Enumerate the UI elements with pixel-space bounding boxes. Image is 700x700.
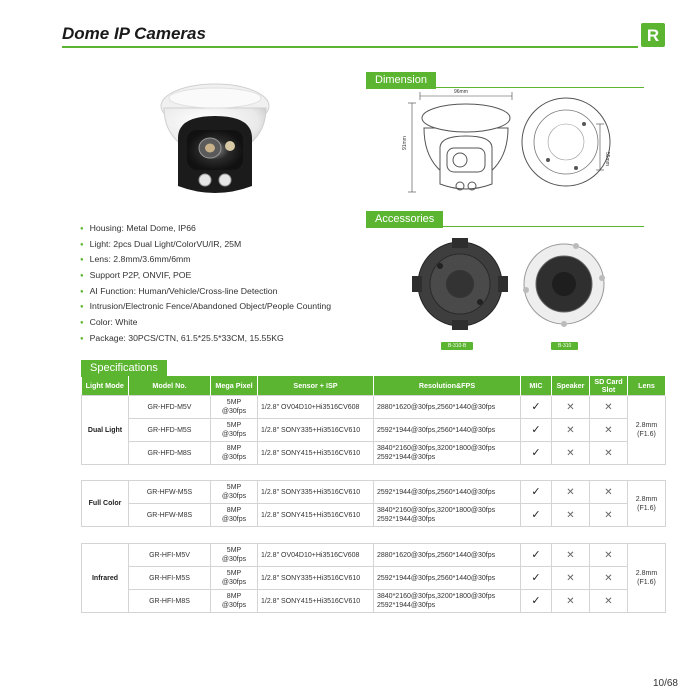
megapixel-value: 5MP bbox=[226, 570, 242, 577]
lens-cell bbox=[628, 396, 666, 465]
lens-value: 2.8mm bbox=[635, 570, 658, 577]
megapixel-cell bbox=[211, 419, 258, 442]
table-header-row bbox=[82, 376, 666, 396]
megapixel-cell bbox=[211, 544, 258, 567]
resolution-value: 2592*1944@30fps bbox=[377, 454, 436, 461]
resolution-value: 3840*2160@30fps,3200*1800@30fps bbox=[377, 593, 496, 600]
feature-item: ● Lens: 2.8mm/3.6mm/6mm bbox=[80, 252, 331, 268]
dimension-height: 91mm bbox=[402, 136, 408, 150]
feature-list bbox=[80, 221, 331, 347]
sensor-cell: 1/2.8" OV04D10+Hi3516CV608 bbox=[258, 396, 374, 419]
megapixel-value: 5MP bbox=[226, 399, 242, 406]
sd-card-cross-icon: ✕ bbox=[590, 396, 628, 419]
column-header: Mega Pixel bbox=[211, 376, 258, 396]
resolution-cell: 2880*1620@30fps,2560*1440@30fps bbox=[374, 544, 521, 567]
megapixel-cell bbox=[211, 481, 258, 504]
lens-value: 2.8mm bbox=[635, 422, 658, 429]
sensor-cell: 1/2.8" SONY335+Hi3516CV610 bbox=[258, 567, 374, 590]
megapixel-value: 5MP bbox=[226, 484, 242, 491]
light-mode-cell: Infrared bbox=[82, 544, 129, 613]
megapixel-cell bbox=[211, 396, 258, 419]
speaker-cross-icon: ✕ bbox=[552, 442, 590, 465]
spec-table-dual-light bbox=[81, 376, 666, 465]
feature-item: ● AI Function: Human/Vehicle/Cross-line Detection bbox=[80, 284, 331, 300]
column-header: MIC bbox=[521, 376, 552, 396]
framerate-value: @30fps bbox=[221, 408, 247, 415]
megapixel-cell bbox=[211, 442, 258, 465]
feature-item: ● Intrusion/Electronic Fence/Abandoned Object/People Counting bbox=[80, 299, 331, 315]
column-header: Model No. bbox=[129, 376, 211, 396]
framerate-value: @30fps bbox=[221, 556, 247, 563]
resolution-value: 2592*1944@30fps bbox=[377, 516, 436, 523]
table-row bbox=[82, 567, 666, 590]
framerate-value: @30fps bbox=[221, 602, 247, 609]
page-number: 10/68 bbox=[652, 678, 678, 689]
spec-table-infrared bbox=[81, 543, 666, 613]
table-row bbox=[82, 442, 666, 465]
sensor-cell: 1/2.8" SONY415+Hi3516CV610 bbox=[258, 504, 374, 527]
resolution-cell: 2592*1944@30fps,2560*1440@30fps bbox=[374, 481, 521, 504]
model-cell: GR-HFW-M8S bbox=[129, 504, 211, 527]
speaker-cross-icon: ✕ bbox=[552, 419, 590, 442]
dimension-base: 55mm bbox=[604, 152, 610, 166]
lens-value: 2.8mm bbox=[635, 495, 658, 503]
megapixel-cell bbox=[211, 504, 258, 527]
sd-card-cross-icon: ✕ bbox=[590, 419, 628, 442]
lens-cell bbox=[628, 544, 666, 613]
resolution-value: 3840*2160@30fps,3200*1800@30fps bbox=[377, 507, 496, 514]
mic-check-icon: ✓ bbox=[521, 481, 552, 504]
accessory-caption: B-310-B bbox=[441, 342, 473, 350]
sd-card-cross-icon: ✕ bbox=[590, 504, 628, 527]
speaker-cross-icon: ✕ bbox=[552, 544, 590, 567]
accessories-label: Accessories bbox=[366, 211, 443, 228]
model-cell: GR-HFW-M5S bbox=[129, 481, 211, 504]
speaker-cross-icon: ✕ bbox=[552, 504, 590, 527]
sensor-cell: 1/2.8" SONY335+Hi3516CV610 bbox=[258, 481, 374, 504]
framerate-value: @30fps bbox=[221, 454, 247, 461]
column-header: Resolution&FPS bbox=[374, 376, 521, 396]
sd-card-cross-icon: ✕ bbox=[590, 567, 628, 590]
model-cell: GR-HFD-M5S bbox=[129, 419, 211, 442]
section-badge: R bbox=[641, 23, 665, 47]
dimension-label: Dimension bbox=[366, 72, 436, 89]
framerate-value: @30fps bbox=[221, 493, 247, 500]
megapixel-value: 8MP bbox=[226, 593, 242, 600]
mic-check-icon: ✓ bbox=[521, 567, 552, 590]
mic-check-icon: ✓ bbox=[521, 544, 552, 567]
column-header: Sensor + ISP bbox=[258, 376, 374, 396]
sd-card-cross-icon: ✕ bbox=[590, 442, 628, 465]
model-cell: GR-HFD-M5V bbox=[129, 396, 211, 419]
resolution-value: 3840*2160@30fps,3200*1800@30fps bbox=[377, 445, 496, 452]
resolution-cell bbox=[374, 590, 521, 613]
table-row bbox=[82, 396, 666, 419]
spec-table-full-color bbox=[81, 480, 666, 527]
resolution-cell: 2592*1944@30fps,2560*1440@30fps bbox=[374, 567, 521, 590]
junction-box-black-image bbox=[410, 236, 510, 332]
megapixel-value: 8MP bbox=[226, 507, 242, 514]
mic-check-icon: ✓ bbox=[521, 442, 552, 465]
feature-item: ● Package: 30PCS/CTN, 61.5*25.5*33CM, 15.55KG bbox=[80, 331, 331, 347]
column-header: SD Card Slot bbox=[590, 376, 628, 396]
table-row bbox=[82, 504, 666, 527]
aperture-value: (F1.6) bbox=[637, 431, 656, 438]
mic-check-icon: ✓ bbox=[521, 419, 552, 442]
sensor-cell: 1/2.8" OV04D10+Hi3516CV608 bbox=[258, 544, 374, 567]
feature-item: ● Support P2P, ONVIF, POE bbox=[80, 268, 331, 284]
column-header: Lens bbox=[628, 376, 666, 396]
aperture-value: (F1.6) bbox=[637, 504, 656, 512]
column-header: Speaker bbox=[552, 376, 590, 396]
framerate-value: @30fps bbox=[221, 431, 247, 438]
feature-item: ● Light: 2pcs Dual Light/ColorVU/IR, 25M bbox=[80, 237, 331, 253]
resolution-cell bbox=[374, 442, 521, 465]
framerate-value: @30fps bbox=[221, 579, 247, 586]
dimension-width: 96mm bbox=[454, 89, 468, 95]
megapixel-cell bbox=[211, 590, 258, 613]
sensor-cell: 1/2.8" SONY415+Hi3516CV610 bbox=[258, 442, 374, 465]
sensor-cell: 1/2.8" SONY415+Hi3516CV610 bbox=[258, 590, 374, 613]
megapixel-value: 5MP bbox=[226, 422, 242, 429]
resolution-cell: 2592*1944@30fps,2560*1440@30fps bbox=[374, 419, 521, 442]
sd-card-cross-icon: ✕ bbox=[590, 481, 628, 504]
dimension-drawing bbox=[400, 88, 620, 198]
light-mode-cell: Full Color bbox=[82, 481, 129, 527]
feature-item: ● Housing: Metal Dome, IP66 bbox=[80, 221, 331, 237]
table-row bbox=[82, 419, 666, 442]
speaker-cross-icon: ✕ bbox=[552, 590, 590, 613]
sd-card-cross-icon: ✕ bbox=[590, 544, 628, 567]
lens-cell bbox=[628, 481, 666, 527]
page-title: Dome IP Cameras bbox=[62, 24, 206, 43]
model-cell: GR-HFI-M5V bbox=[129, 544, 211, 567]
resolution-value: 2592*1944@30fps bbox=[377, 602, 436, 609]
speaker-cross-icon: ✕ bbox=[552, 567, 590, 590]
table-row bbox=[82, 590, 666, 613]
speaker-cross-icon: ✕ bbox=[552, 481, 590, 504]
accessories-divider bbox=[366, 226, 644, 227]
megapixel-cell bbox=[211, 567, 258, 590]
table-row bbox=[82, 481, 666, 504]
mic-check-icon: ✓ bbox=[521, 396, 552, 419]
megapixel-value: 8MP bbox=[226, 445, 242, 452]
accessory-caption: B-310 bbox=[551, 342, 578, 350]
feature-item: ● Color: White bbox=[80, 315, 331, 331]
mic-check-icon: ✓ bbox=[521, 504, 552, 527]
resolution-cell bbox=[374, 504, 521, 527]
aperture-value: (F1.6) bbox=[637, 579, 656, 586]
model-cell: GR-HFD-M8S bbox=[129, 442, 211, 465]
light-mode-cell: Dual Light bbox=[82, 396, 129, 465]
megapixel-value: 5MP bbox=[226, 547, 242, 554]
dome-camera-image bbox=[150, 76, 280, 206]
junction-box-white-image bbox=[516, 238, 612, 330]
framerate-value: @30fps bbox=[221, 516, 247, 523]
model-cell: GR-HFI-M5S bbox=[129, 567, 211, 590]
mic-check-icon: ✓ bbox=[521, 590, 552, 613]
resolution-cell: 2880*1620@30fps,2560*1440@30fps bbox=[374, 396, 521, 419]
table-row bbox=[82, 544, 666, 567]
title-divider bbox=[62, 46, 638, 48]
sd-card-cross-icon: ✕ bbox=[590, 590, 628, 613]
speaker-cross-icon: ✕ bbox=[552, 396, 590, 419]
column-header: Light Mode bbox=[82, 376, 129, 396]
sensor-cell: 1/2.8" SONY335+Hi3516CV610 bbox=[258, 419, 374, 442]
specifications-label: Specifications bbox=[81, 360, 167, 377]
model-cell: GR-HFI-M8S bbox=[129, 590, 211, 613]
